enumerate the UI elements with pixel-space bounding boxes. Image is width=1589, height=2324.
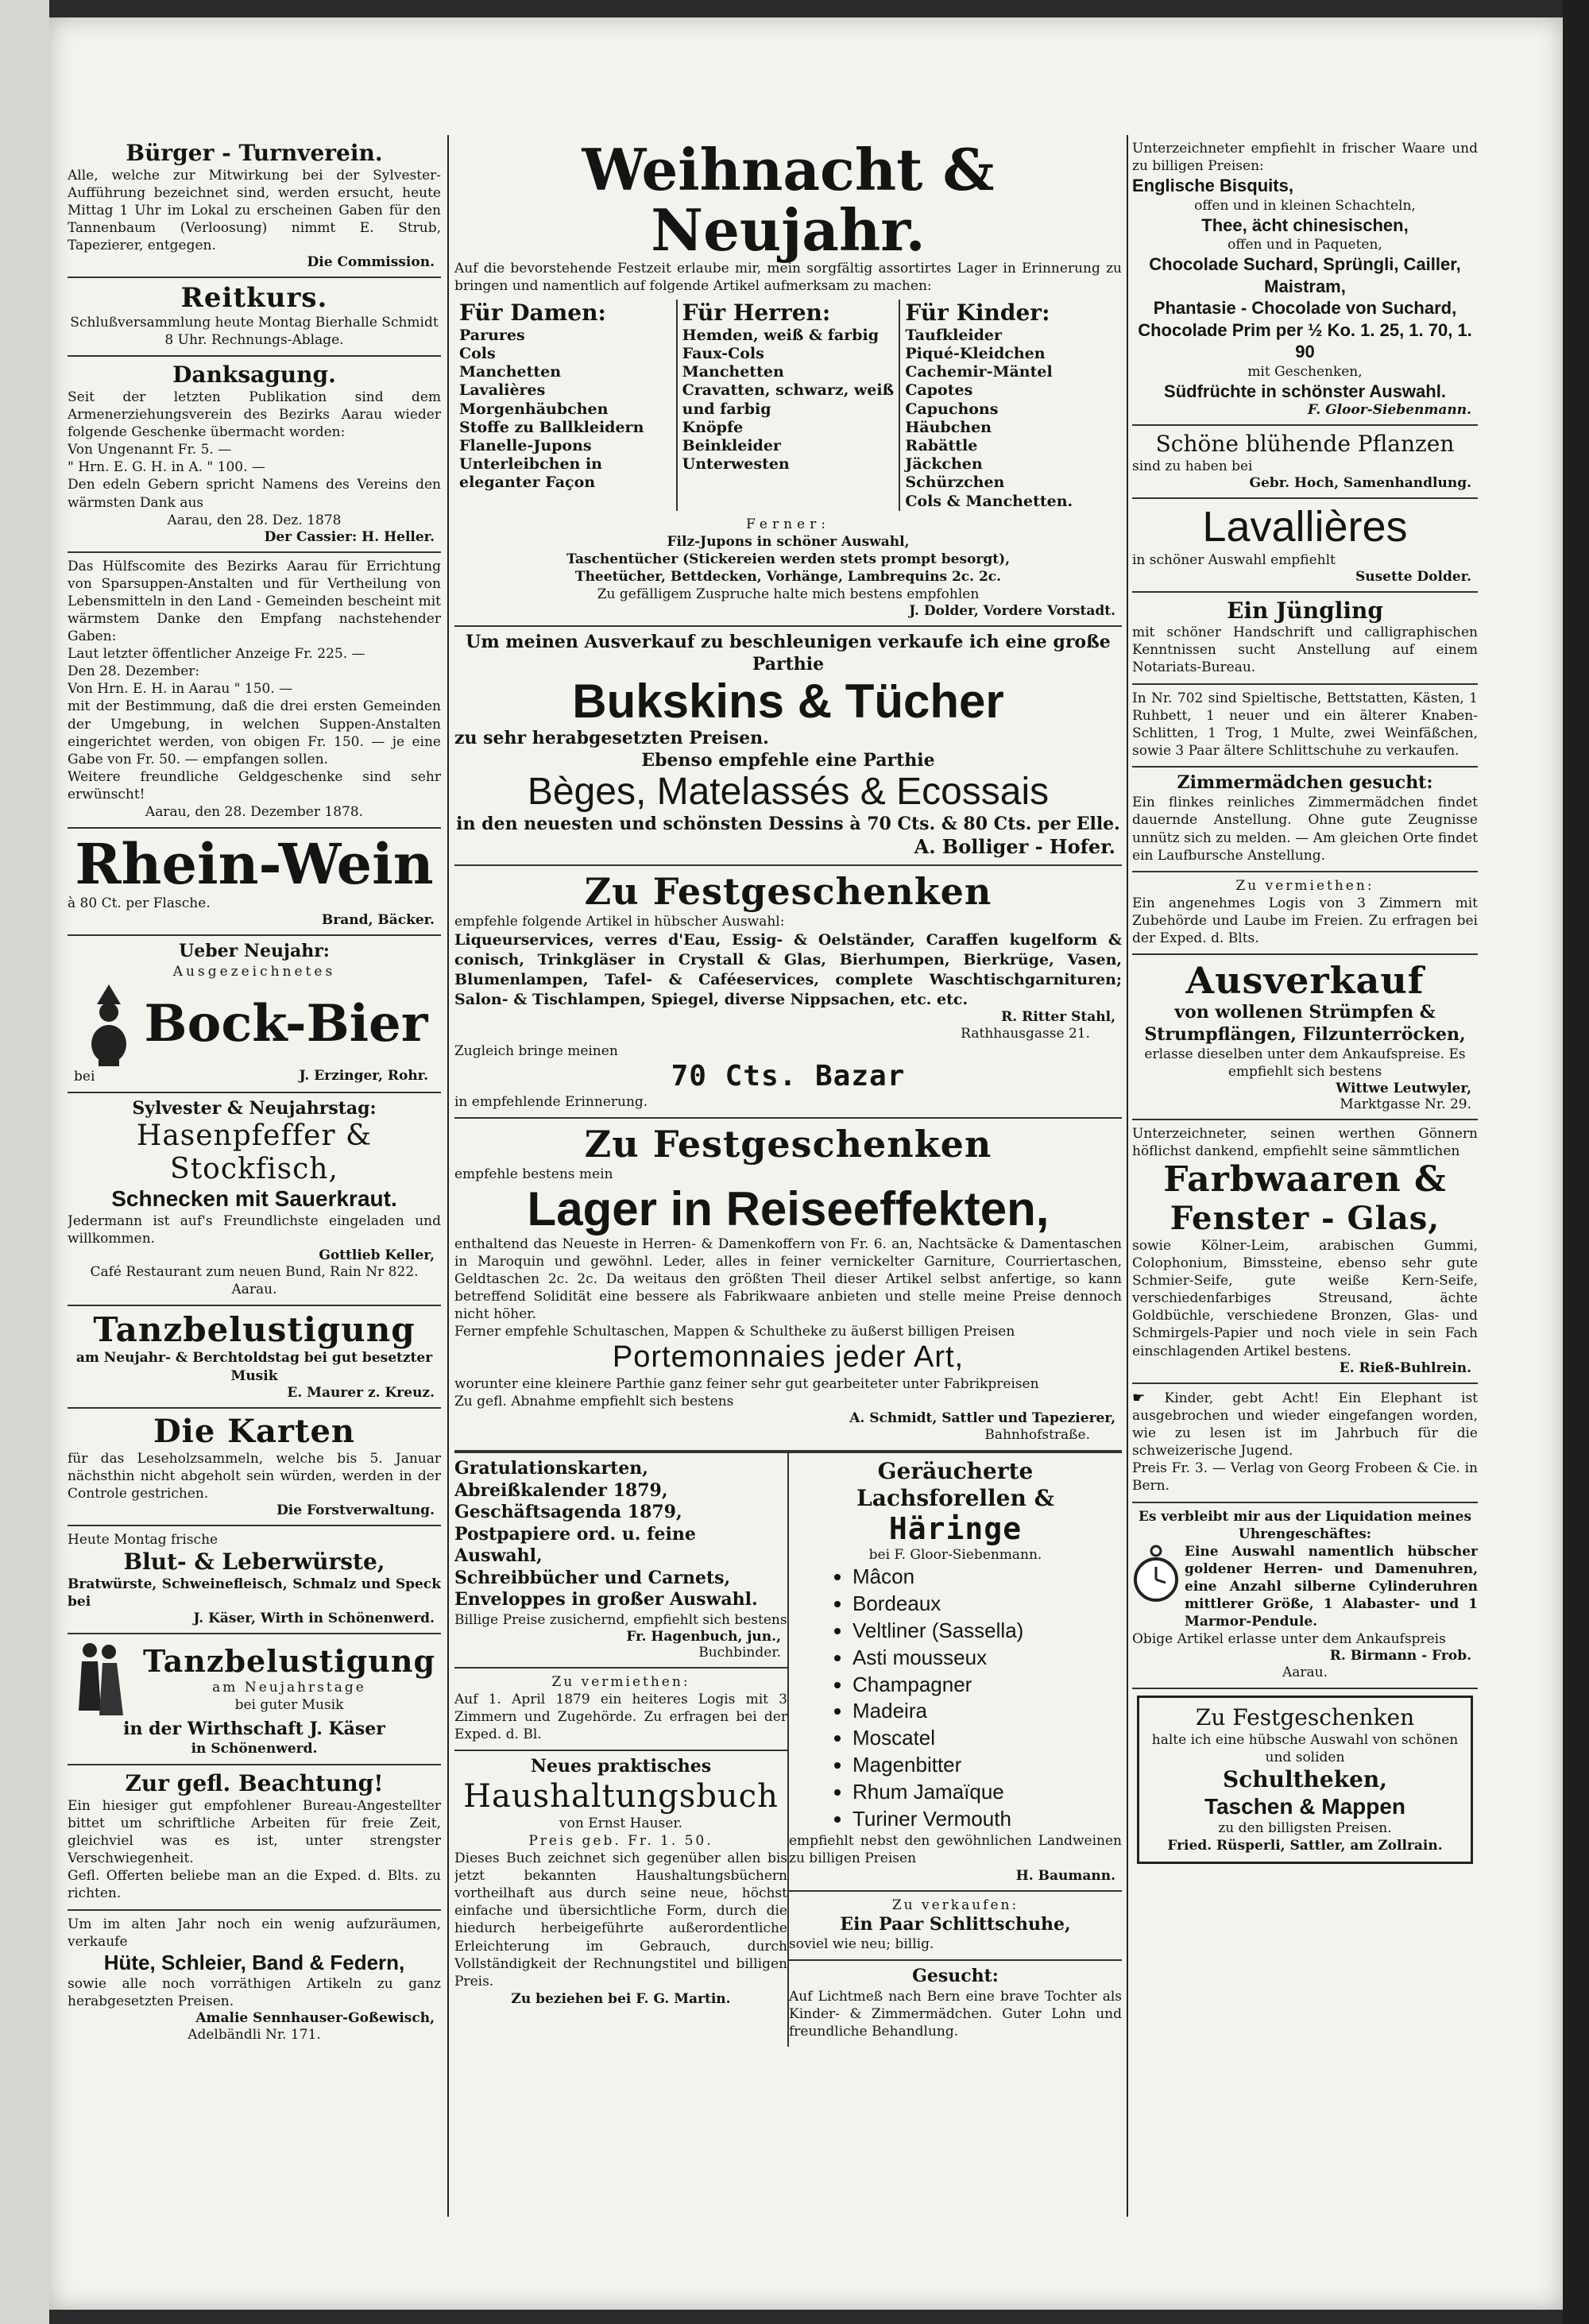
ad-text: Billige Preise zusichernd, empfiehlt sich bestens — [454, 1611, 787, 1628]
ad-date: Aarau, den 28. Dez. 1878 — [167, 512, 342, 528]
ad-signature: Zu beziehen bei F. G. Martin. — [511, 1990, 731, 2007]
ad-pre: Heute Montag frische — [68, 1531, 218, 1548]
ad-signature: Brand, Bäcker. — [321, 912, 435, 929]
ad-bukskins — [454, 627, 1122, 866]
dancing-couple-icon — [68, 1639, 131, 1719]
ad-text: zu den billigsten Preisen. — [1218, 1820, 1392, 1837]
ad-line: Von Ungenannt Fr. 5. — — [68, 442, 232, 458]
list-item: Häubchen — [905, 418, 992, 436]
ad-pre: Unterzeichneter, seinen werthen Gönnern höflichst dankend, empfiehlt seine sämmtlichen — [1132, 1126, 1478, 1160]
ad-elephant — [1132, 1384, 1478, 1503]
ad-text: am Neujahr- & Berchtoldstag bei gut besetzter Musik — [75, 1350, 433, 1384]
ad-address: Café Restaurant zum neuen Bund, Rain Nr 822. Aarau. — [90, 1263, 419, 1298]
ad-signature: Wittwe Leutwyler, — [1336, 1081, 1471, 1097]
list-item: Manchetten — [459, 363, 562, 381]
list-item: Beinkleider — [682, 437, 781, 454]
list-item: Rabättle — [905, 437, 978, 454]
ad-line: Den 28. Dezember: — [68, 663, 200, 680]
ad-line: " Hrn. E. G. H. in A. " 100. — — [68, 459, 265, 476]
list-item: Flanelle-Jupons — [459, 437, 592, 454]
wine-list — [789, 1564, 1122, 1832]
ad-line: Laut letzter öffentlicher Anzeige Fr. 225. — — [68, 646, 365, 663]
ad-title: Zu Festgeschenken — [584, 870, 992, 914]
ad-title: Weihnacht & Neujahr. — [582, 136, 995, 264]
ad-text: Auf die bevorstehende Festzeit erlaube mir, mein sorgfältig assortirtes Lager in Erinnerung zu bringen und namentlich auf folgende Artikel aufmerksam zu machen: — [454, 261, 1122, 295]
ad-weihnacht — [454, 135, 1122, 627]
ad-title: Ausverkauf — [1185, 959, 1425, 1003]
ad-title: Bèges, Matelassés & Ecossais — [527, 771, 1050, 814]
list-item: Piqué-Kleidchen — [905, 345, 1046, 363]
ad-signature: Amalie Sennhauser-Goßewisch, — [195, 2010, 435, 2027]
ad-signature: J. Erzinger, Rohr. — [299, 1067, 428, 1084]
ad-text: sowie Kölner-Leim, arabischen Gummi, Colophonium, Bimssteine, ebenso sehr gute Schmier-Seife, gute weiße Kern-Seife, verschiedenfarbiges Streusand, ächte Goldbüchle, verschiedene Bronzen, Glas- und Schmirgels-Papier und noch viele in sein Fach einschlagenden Artikel bestens. — [1132, 1238, 1478, 1359]
ad-signature: Der Cassier: H. Heller. — [264, 528, 435, 545]
ad-text: sind zu haben bei — [1132, 458, 1253, 475]
category-heading: Für Damen: — [459, 300, 606, 327]
ad-text: Liqueurservices, verres d'Eau, Essig- & Oelständer, Caraffen kugelform & conisch, Trinkgläser in Crystall & Glas, Bierhumpen, Bierkrüge, Vasen, Blumenlampen, Tafel- & Caféeservices, complete Waschtischgarnituren; Salon- & Tischlampen, Spiegel, diverse Nippsachen, etc. etc. — [454, 931, 1122, 1008]
ad-title: Tanzbelustigung — [93, 1310, 416, 1350]
pocket-watch-icon — [1132, 1543, 1180, 1607]
ad-vermieten-zimmer — [1132, 872, 1478, 955]
ad-signature: E. Rieß-Buhlrein. — [1339, 1359, 1471, 1376]
ad-line: offen und in Paqueten, — [1228, 237, 1382, 253]
wine-item: • Magenbitter — [852, 1752, 1122, 1779]
list-item: Manchetten — [682, 363, 784, 381]
ad-signature: J. Käser, Wirth in Schönenwerd. — [193, 1610, 435, 1626]
column-right — [1132, 135, 1478, 1870]
ad-title: Rhein-Wein — [75, 831, 434, 898]
ad-title: Lavallières — [1202, 503, 1408, 551]
ad-vermieten-logis — [454, 1669, 787, 1751]
ad-title: Fenster - Glas, — [1170, 1200, 1440, 1237]
list-item: Knöpfe — [682, 418, 744, 436]
ad-pre: Sylvester & Neujahrstag: — [132, 1097, 377, 1119]
ad-signature: bei F. Gloor-Siebenmann. — [868, 1547, 1042, 1564]
ad-text: sowie alle noch vorräthigen Artikeln zu ganz herabgesetzten Preisen. — [68, 1975, 441, 2009]
list-item: Cravatten, schwarz, weiß und farbig — [682, 381, 895, 418]
ad-line: Schreibbücher und Carnets, — [454, 1567, 731, 1588]
list-item: Schürzchen — [905, 474, 1005, 492]
ad-signature: R. Birmann - Frob. — [1329, 1648, 1471, 1665]
item-list — [682, 327, 895, 474]
wine-item: • Madeira — [852, 1698, 1122, 1725]
list-item: Cachemir-Mäntel — [905, 363, 1053, 381]
ad-author: von Ernst Hauser. — [559, 1815, 682, 1831]
ad-haushaltungsbuch — [454, 1751, 787, 2014]
ad-line: Theetücher, Bettdecken, Vorhänge, Lambrequins 2c. 2c. — [574, 568, 1002, 585]
ad-sub: Ebenso empfehle eine Parthie — [641, 749, 935, 771]
ad-karten — [68, 1409, 441, 1526]
ad-title: Schöne blühende Pflanzen — [1155, 431, 1455, 458]
ad-gesucht — [789, 1961, 1122, 2047]
ad-line: Abreißkalender 1879, — [454, 1479, 668, 1501]
list-item: Taufkleider — [905, 326, 1003, 344]
list-item: Stoffe zu Ballkleidern — [459, 418, 644, 436]
ad-line: in Schönenwerd. — [191, 1741, 318, 1758]
ad-line: Thee, ächt chinesischen, — [1201, 215, 1409, 235]
list-item: Faux-Cols — [682, 345, 764, 363]
ad-reitkurs — [68, 278, 441, 357]
ad-line: Gratulationskarten, — [454, 1458, 648, 1479]
pointing-hand-icon: ☛ — [1132, 1389, 1165, 1406]
ad-text: Ein flinkes reinliches Zimmermädchen findet dauernde Anstellung. Ohne gute Zeugnisse unnütz sich zu melden. — Am gleichen Orte findet ein Laufbursche Anstellung. — [1132, 795, 1478, 864]
ad-title: Portemonnaies jeder Art, — [612, 1340, 965, 1375]
ad-ausverkauf — [1132, 955, 1478, 1120]
column-left — [68, 135, 441, 2050]
ad-line: bei guter Musik — [234, 1696, 344, 1713]
ad-title: Die Karten — [153, 1412, 356, 1450]
ad-title: Tanzbelustigung — [142, 1642, 436, 1679]
ad-title: Zur gefl. Beachtung! — [125, 1770, 384, 1797]
ad-text: Zu gefl. Abnahme empfiehlt sich bestens — [454, 1394, 734, 1410]
ad-gratulation — [454, 1453, 787, 1669]
ad-line: Filz-Jupons in schöner Auswahl, — [667, 533, 910, 550]
list-item: Cols & Manchetten. — [905, 492, 1073, 510]
ad-title: Zu Festgeschenken — [584, 1122, 992, 1166]
wine-item: • Rhum Jamaïque — [852, 1779, 1122, 1806]
ad-zimmermaedchen — [1132, 768, 1478, 872]
ad-text: Jedermann ist auf's Freundlichste eingeladen und willkommen. — [68, 1212, 441, 1247]
ad-huelfscomite — [68, 553, 441, 829]
ad-signature: Gebr. Hoch, Samenhandlung. — [1249, 475, 1471, 492]
ad-signature: A. Schmidt, Sattler und Tapezierer, — [849, 1410, 1115, 1427]
wine-item: • Mâcon — [852, 1564, 1122, 1591]
ad-tanz-maurer — [68, 1306, 441, 1408]
ad-title: Zimmermädchen gesucht: — [1177, 771, 1433, 793]
ad-text: empfiehlt nebst den gewöhnlichen Landweinen zu billigen Preisen — [789, 1833, 1122, 1867]
ad-title: Haushaltungsbuch — [463, 1777, 779, 1815]
ad-text: Alle, welche zur Mitwirkung bei der Sylvester-Aufführung bezeichnet sind, werden ersucht, heute Mittag 1 Uhr im Lokal zu erscheinen Gaben für den Tannenbaum (Verloosung) nimmt E. Strub, Tapezierer, entgegen. — [68, 167, 441, 253]
ad-juengling — [1132, 593, 1478, 685]
ad-line: Postpapiere ord. u. feine Auswahl, — [454, 1523, 696, 1567]
ad-signature: Fried. Rüsperli, Sattler, am Zollrain. — [1167, 1838, 1443, 1854]
ad-title: Geräucherte Lachsforellen & — [856, 1458, 1054, 1511]
ad-sub: Ferner: — [746, 516, 830, 532]
ad-title: 70 Cts. Bazar — [671, 1060, 906, 1093]
ad-title: Häringe — [888, 1510, 1023, 1546]
ad-address: Marktgasse Nr. 29. — [1340, 1096, 1471, 1113]
ad-text: Das Hülfscomite des Bezirks Aarau für Errichtung von Sparsuppen-Anstalten und für Vertheilung von Lebensmitteln in den Land - Gemeinden bescheint mit wärmstem Danke den Empfang nachstehender Gaben: — [68, 558, 441, 645]
column-damen — [454, 300, 676, 510]
ad-text: In Nr. 702 sind Spieltische, Bettstatten, Kästen, 1 Ruhbett, 1 neuer und ein älterer Knaben-Schlitten, 1 Trog, 1 Multe, zwei Weinfäßchen, sowie 3 Paar ältere Schlittschuhe zu verkaufen. — [1132, 690, 1478, 759]
ad-signature: Susette Dolder. — [1355, 568, 1471, 585]
ad-title: Hasenpfeffer & Stockfisch, — [136, 1119, 373, 1185]
ad-pre: empfehle folgende Artikel in hübscher Auswahl: — [454, 914, 785, 930]
ad-address: Rathhausgasse 21. — [961, 1026, 1090, 1042]
ad-text: mit der Bestimmung, daß die drei ersten Gemeinden der Umgebung, in welchen Suppen-Anstalten eingerichtet werden, von obigen Fr. 150. — je eine Gabe von Fr. 50. — empfangen sollen. — [68, 698, 441, 768]
ad-text: Dieses Buch zeichnet sich gegenüber allen bis jetzt bekannten Haushaltungsbüchern vortheilhaft aus durch seine neue, höchst einfache und übersichtliche Form, durch die hiedurch herbeigeführte außerordentliche Erleichterung im Gebrauch, durch Vollständigkeit der Rechnungstitel und billigen Preis. — [454, 1850, 787, 1990]
ad-turnverein — [68, 135, 441, 278]
item-list — [459, 327, 671, 493]
ad-lavallieres — [1132, 499, 1478, 592]
ad-sub: von wollenen Strümpfen & Strumpflängen, Filzunterröcken, — [1144, 1002, 1466, 1045]
ad-line: Chocolade Suchard, Sprüngli, Cailler, Maistram, — [1149, 254, 1461, 296]
scan-margin-left — [0, 0, 49, 2324]
ad-title: Zu vermiethen: — [1235, 877, 1374, 894]
ad-line: am Neujahrstage — [212, 1679, 366, 1696]
ad-text: Den edeln Gebern spricht Namens des Vereins den wärmsten Dank aus — [68, 477, 441, 511]
ad-title: Bock-Bier — [144, 993, 428, 1054]
ad-text: Bratwürste, Schweinefleisch, Schmalz und Speck bei — [68, 1576, 441, 1610]
ad-address: Bahnhofstraße. — [984, 1427, 1090, 1444]
ad-title: Bürger - Turnverein. — [126, 140, 383, 166]
ad-text: bei — [74, 1068, 95, 1085]
ad-price: Preis geb. Fr. 1. 50. — [528, 1832, 713, 1849]
ad-blutwurst — [68, 1526, 441, 1634]
ad-signature: F. Gloor-Siebenmann. — [1307, 402, 1471, 419]
ad-uhren — [1132, 1503, 1478, 1690]
category-heading: Für Herren: — [682, 300, 831, 327]
ad-text: Ein hiesiger gut empfohlener Bureau-Angestellter bittet um schriftliche Arbeiten für freie Zeit, gleichviel was es ist, unter strengster Verschwiegenheit. — [68, 1797, 441, 1867]
ad-title: Blut- & Leberwürste, — [123, 1548, 385, 1575]
ad-signature: Fr. Hagenbuch, jun., — [626, 1628, 781, 1645]
ad-sub: in den neuesten und schönsten Dessins à 70 Cts. & 80 Cts. per Elle. — [456, 813, 1120, 834]
ad-title: Reitkurs. — [180, 282, 328, 315]
ad-tanz-kaeser — [68, 1634, 441, 1766]
ad-pre: Unterzeichneter empfiehlt in frischer Waare und zu billigen Preisen: — [1132, 141, 1478, 175]
ad-text: à 80 Ct. per Flasche. — [68, 895, 211, 912]
ad-line: Phantasie - Chocolade von Suchard, — [1153, 298, 1457, 319]
ad-title: Lager in Reiseeffekten, — [527, 1181, 1050, 1235]
ad-signature: R. Ritter Stahl, — [1001, 1009, 1115, 1026]
list-item: Capotes — [905, 381, 973, 400]
ad-signature: E. Maurer z. Kreuz. — [287, 1384, 435, 1401]
ad-bockbier — [68, 936, 441, 1093]
ad-pre: Zu verkaufen: — [891, 1897, 1019, 1913]
ad-title: Hüte, Schleier, Band & Federn, — [103, 1950, 405, 1974]
column-kinder — [899, 300, 1122, 510]
ad-title: Zu Festgeschenken — [1195, 1704, 1415, 1731]
column-middle — [454, 135, 1122, 2047]
ad-text: Ferner empfehle Schultaschen, Mappen & Schultheke zu äußerst billigen Preisen — [454, 1324, 1015, 1340]
column-rule — [447, 135, 449, 2217]
ad-text: für das Leseholzsammeln, welche bis 5. Januar nächsthin nicht abgeholt sein würden, werden in der Controle gestrichen. — [68, 1450, 441, 1502]
ad-rheinwein — [68, 829, 441, 936]
category-heading: Für Kinder: — [905, 300, 1050, 327]
ad-text: Auf 1. April 1879 ein heiteres Logis mit 3 Zimmern und Zugehörde. Zu erfragen bei der Exped. d. Bl. — [454, 1692, 787, 1743]
list-item: Lavalières — [459, 381, 546, 400]
ad-pre: Um meinen Ausverkauf zu beschleunigen verkaufe ich eine große Parthie — [466, 632, 1111, 675]
ad-title: Taschen & Mappen — [1204, 1793, 1406, 1819]
ad-danksagung — [68, 357, 441, 552]
ad-pre: Um im alten Jahr noch ein wenig aufzuräumen, verkaufe — [68, 1916, 441, 1950]
wine-item: • Champagner — [852, 1672, 1122, 1699]
wine-item: • Turiner Vermouth — [852, 1806, 1122, 1833]
ad-text: Ein angenehmes Logis von 3 Zimmern mit Zubehörde und Laube im Freien. Zu erfragen bei der Exped. d. Blts. — [1132, 895, 1478, 947]
list-item: Unterwesten — [682, 455, 790, 474]
ad-beachtung — [68, 1765, 441, 1910]
ad-text: Obige Artikel erlasse unter dem Ankaufspreis — [1132, 1631, 1446, 1648]
ad-pre: Es verbleibt mir aus der Liquidation meines Uhrengeschäftes: — [1138, 1508, 1472, 1542]
ad-text: erlasse dieselben unter dem Ankaufspreise. Es empfiehlt sich bestens — [1144, 1046, 1466, 1081]
subcolumn-left — [454, 1453, 787, 2047]
ad-line: mit Geschenken, — [1247, 363, 1363, 380]
ad-title: Ein Jüngling — [1227, 597, 1383, 624]
ad-date: Aarau, den 28. Dezember 1878. — [145, 804, 364, 820]
ad-text: in schöner Auswahl empfiehlt — [1132, 551, 1336, 568]
ad-pre: halte ich eine hübsche Auswahl von schönen und soliden — [1151, 1731, 1459, 1766]
ad-bisquits — [1132, 135, 1478, 426]
ad-signature: H. Baumann. — [1015, 1867, 1115, 1884]
list-item: Parures — [459, 326, 525, 344]
jester-icon — [81, 980, 137, 1068]
ad-hasenpfeffer — [68, 1093, 441, 1306]
column-rule — [1127, 135, 1128, 2217]
ad-text: enthaltend das Neueste in Herren- & Damenkoffern von Fr. 6. an, Nachtsäcke & Damentaschen in Maroquin und gewöhnl. Leder, alles in feiner vernickelter Garniture, Courriertaschen, Geldtaschen 2c. 2c. Da weitaus den größten Theil dieser Artikel selbst anfertige, so kann betreffend Solidität eine bessere als Fabrikwaare anbieten und stelle meine Preise dennoch nicht höher. — [454, 1235, 1122, 1323]
ad-pflanzen — [1132, 426, 1478, 499]
ad-title: Ein Paar Schlittschuhe, — [840, 1913, 1071, 1935]
ad-title: Zu vermiethen: — [551, 1673, 690, 1690]
ad-spieltische — [1132, 685, 1478, 768]
list-item: Cols — [459, 345, 496, 363]
ad-text: Preis Fr. 3. — Verlag von Georg Frobeen & Cie. in Bern. — [1132, 1460, 1478, 1495]
ad-signature: Die Commission. — [307, 254, 435, 271]
ad-farbwaaren — [1132, 1120, 1478, 1383]
ad-text: worunter eine kleinere Parthie ganz feiner sehr gut gearbeiteter unter Fabrikpreisen — [454, 1376, 1039, 1393]
ad-title: Gesucht: — [912, 1966, 999, 1987]
ad-title: Danksagung. — [172, 362, 336, 389]
wine-item: • Moscatel — [852, 1725, 1122, 1752]
ad-signature: Gottlieb Keller, — [319, 1247, 435, 1263]
ad-text: Auf Lichtmeß nach Bern eine brave Tochter als Kinder- & Zimmermädchen. Guter Lohn und freundliche Behandlung. — [789, 1988, 1122, 2040]
ad-festgeschenke-schmidt — [454, 1119, 1122, 1452]
list-item: Unterleibchen in eleganter Façon — [459, 455, 602, 492]
ad-line: in der Wirthschaft J. Käser — [123, 1718, 385, 1739]
ad-pre: Neues praktisches — [530, 1756, 712, 1777]
subcolumn-right — [787, 1453, 1122, 2047]
ad-title: Schultheken, — [1222, 1766, 1388, 1793]
list-item: Jäckchen — [905, 455, 983, 474]
ad-text: Eine Auswahl namentlich hübscher goldener Herren- und Damenuhren, eine Anzahl silberne Cylinderuhren mittlerer Größe, 1 Alabaster- und 1 Marmor-Pendule. — [1185, 1543, 1478, 1630]
ad-text: Zu gefälligem Zuspruche halte mich bestens empfohlen — [597, 586, 980, 603]
wine-item: • Veltliner (Sassella) — [852, 1618, 1122, 1645]
ad-text: Schlußversammlung heute Montag Bierhalle Schmidt 8 Uhr. Rechnungs-Ablage. — [70, 315, 439, 349]
ad-sub: Ausgezeichnetes — [172, 963, 336, 980]
ad-lachsforellen — [789, 1453, 1122, 1891]
ad-schlittschuhe — [789, 1892, 1122, 1962]
ad-text: mit schöner Handschrift und calligraphischen Kenntnissen sucht Anstellung auf einem Notariats-Bureau. — [1132, 625, 1478, 676]
ad-signature: J. Dolder, Vordere Vorstadt. — [909, 603, 1115, 620]
ad-huete — [68, 1911, 441, 2051]
list-item: Morgenhäubchen — [459, 400, 609, 418]
list-item: Capuchons — [905, 400, 999, 418]
ad-text: Zugleich bringe meinen — [454, 1043, 618, 1060]
ad-text: soviel wie neu; billig. — [789, 1936, 934, 1953]
ad-line: Von Hrn. E. H. in Aarau " 150. — — [68, 681, 293, 698]
ad-text: Gefl. Offerten beliebe man an die Exped. d. Blts. zu richten. — [68, 1868, 441, 1902]
ad-title: Farbwaaren & — [1163, 1159, 1447, 1201]
two-column-block — [454, 1452, 1122, 2047]
ad-signature: A. Bolliger - Hofer. — [914, 835, 1115, 859]
ad-signature: Die Forstverwaltung. — [276, 1502, 435, 1518]
ad-line: Englische Bisquits, — [1132, 176, 1293, 196]
ad-schultheken — [1137, 1696, 1473, 1863]
ad-text: in empfehlende Erinnerung. — [454, 1093, 648, 1110]
ad-sub: zu sehr herabgesetzten Preisen. — [454, 728, 769, 749]
item-list — [905, 327, 1117, 511]
scan-margin-right — [1563, 0, 1589, 2324]
ad-text: Kinder, gebt Acht! Ein Elephant ist ausgebrochen und wieder eingefangen worden, wie zu lesen ist im Jahrbuch für die schweizerische Jugend. — [1132, 1390, 1478, 1460]
ad-signature: Buchbinder. — [698, 1644, 781, 1661]
ad-sub: Schnecken mit Sauerkraut. — [111, 1186, 397, 1212]
ad-address: Aarau. — [1282, 1665, 1328, 1681]
ad-line: Taschentücher (Stickereien werden stets prompt besorgt), — [566, 551, 1011, 567]
wine-item: • Asti mousseux — [852, 1645, 1122, 1672]
wine-item: • Bordeaux — [852, 1591, 1122, 1618]
ad-line: Enveloppes in großer Auswahl. — [454, 1589, 758, 1611]
list-item: Hemden, weiß & farbig — [682, 326, 879, 344]
ad-title: Bukskins & Tücher — [572, 675, 1004, 729]
ad-text: Seit der letzten Publikation sind dem Armenerziehungsverein des Bezirks Aarau wieder folgende Geschenke übermacht worden: — [68, 389, 441, 441]
ad-text: Weitere freundliche Geldgeschenke sind sehr erwünscht! — [68, 768, 441, 802]
ad-festgeschenke-ritter — [454, 866, 1122, 1118]
ad-line: offen und in kleinen Schachteln, — [1194, 197, 1416, 214]
ad-line: Chocolade Prim per ½ Ko. 1. 25, 1. 70, 1. 90 — [1138, 319, 1472, 362]
column-herren — [676, 300, 899, 510]
ad-line: Geschäftsagenda 1879, — [454, 1502, 682, 1523]
ad-pre: empfehle bestens mein — [454, 1166, 613, 1182]
ad-line: Südfrüchte in schönster Auswahl. — [1164, 381, 1446, 401]
ad-pre: Ueber Neujahr: — [179, 941, 330, 962]
ad-address: Adelbändli Nr. 171. — [188, 2027, 321, 2044]
